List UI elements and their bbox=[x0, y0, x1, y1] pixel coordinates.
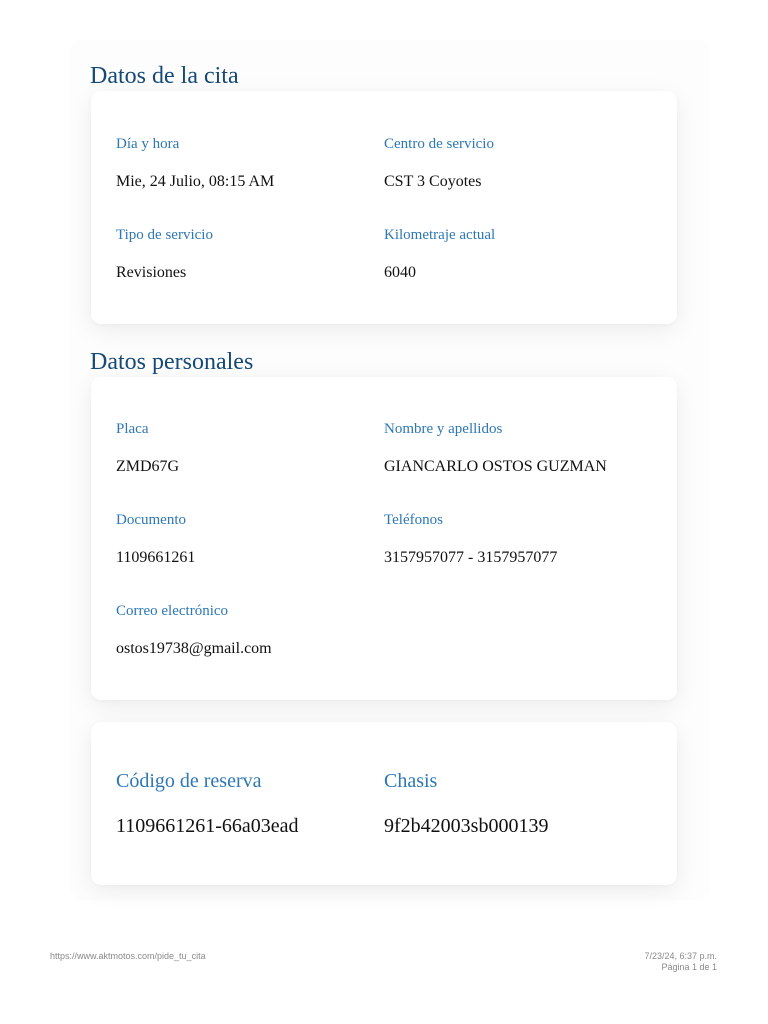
appointment-section-title: Datos de la cita bbox=[90, 63, 239, 89]
mileage-value: 6040 bbox=[384, 264, 416, 281]
field-phones bbox=[384, 511, 557, 568]
field-document bbox=[116, 511, 195, 568]
mileage-label: Kilometraje actual bbox=[384, 227, 496, 243]
phones-label: Teléfonos bbox=[384, 512, 443, 528]
phones-value: 3157957077 - 3157957077 bbox=[384, 549, 558, 566]
footer-meta bbox=[644, 951, 717, 973]
service-type-value: Revisiones bbox=[116, 264, 187, 281]
date-time-value: Mie, 24 Julio, 08:15 AM bbox=[116, 173, 275, 190]
chassis-value: 9f2b42003sb000139 bbox=[384, 815, 549, 837]
field-full-name bbox=[384, 420, 607, 477]
field-email bbox=[116, 602, 272, 659]
footer-page-number: Página 1 de 1 bbox=[661, 962, 717, 972]
email-label: Correo electrónico bbox=[116, 603, 229, 619]
booking-code-value: 1109661261-66a03ead bbox=[116, 815, 299, 837]
booking-card bbox=[91, 722, 677, 885]
field-mileage bbox=[384, 226, 495, 283]
document-value: 1109661261 bbox=[116, 549, 196, 566]
field-plate bbox=[116, 420, 179, 477]
field-booking-code bbox=[116, 769, 299, 838]
personal-card bbox=[91, 377, 677, 700]
personal-section-title: Datos personales bbox=[90, 349, 254, 375]
plate-value: ZMD67G bbox=[116, 458, 180, 475]
full-name-value: GIANCARLO OSTOS GUZMAN bbox=[384, 458, 607, 475]
field-date-time bbox=[116, 135, 274, 192]
field-chassis bbox=[384, 769, 548, 838]
booking-code-label: Código de reserva bbox=[116, 770, 262, 792]
date-time-label: Día y hora bbox=[116, 136, 180, 152]
plate-label: Placa bbox=[116, 421, 149, 437]
email-value: ostos19738@gmail.com bbox=[116, 640, 272, 657]
footer-url: https://www.aktmotos.com/pide_tu_cita bbox=[50, 951, 206, 961]
document-label: Documento bbox=[116, 512, 186, 528]
service-type-label: Tipo de servicio bbox=[116, 227, 213, 243]
field-service-type bbox=[116, 226, 213, 283]
chassis-label: Chasis bbox=[384, 770, 438, 792]
service-center-label: Centro de servicio bbox=[384, 136, 494, 152]
full-name-label: Nombre y apellidos bbox=[384, 421, 503, 437]
appointment-card bbox=[91, 91, 677, 324]
field-service-center bbox=[384, 135, 494, 192]
footer-datetime: 7/23/24, 6:37 p.m. bbox=[644, 951, 717, 961]
service-center-value: CST 3 Coyotes bbox=[384, 173, 482, 190]
